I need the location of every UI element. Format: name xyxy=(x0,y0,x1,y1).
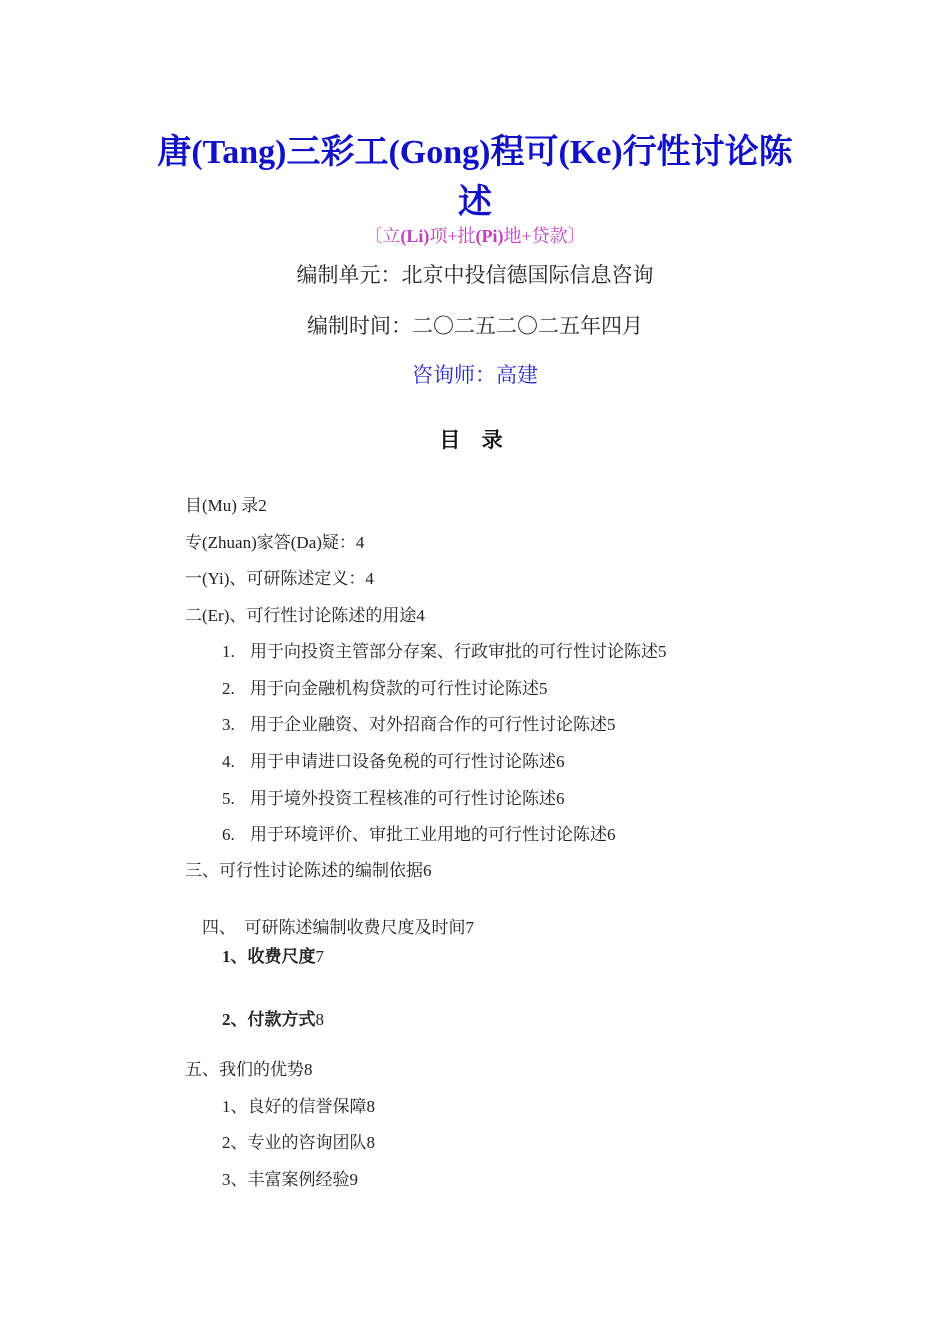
toc-entry-page: 5 xyxy=(607,715,616,734)
toc-entry[interactable] xyxy=(222,674,548,699)
compiling-time: 编制时间：二〇二五二〇二五年四月 xyxy=(307,314,643,338)
toc-entry[interactable] xyxy=(222,1005,324,1030)
toc-entry-page: 4 xyxy=(416,606,425,625)
toc-entry[interactable] xyxy=(222,1165,358,1190)
toc-entry[interactable] xyxy=(222,710,616,735)
toc-entry-page: 2 xyxy=(258,496,267,515)
toc-entry-page: 8 xyxy=(366,1097,375,1116)
toc-entry-number: 3. xyxy=(222,715,235,734)
toc-entry-number: 1. xyxy=(222,642,235,661)
toc-entry-text: 五、我们的优势 xyxy=(185,1060,304,1079)
toc-entry-text: 三、可行性讨论陈述的编制依据 xyxy=(185,861,423,880)
title-line-1: 唐(Tang)三彩工(Gong)程可(Ke)行性讨论陈 xyxy=(157,134,793,171)
toc-entry-text: 1、收费尺度 xyxy=(222,947,316,966)
subtitle-open: 〔立 xyxy=(364,226,401,246)
toc-entry-page: 8 xyxy=(304,1060,313,1079)
toc-entry-page: 4 xyxy=(355,533,365,552)
toc-entry-text: 目(Mu) 录 xyxy=(185,496,259,515)
toc-entry-text: 用于环境评价、审批工业用地的可行性讨论陈述 xyxy=(250,825,607,844)
toc-entry-text: 用于向投资主管部分存案、行政审批的可行性讨论陈述 xyxy=(250,642,658,661)
document-subtitle xyxy=(0,222,950,248)
toc-entry-page: 4 xyxy=(365,569,374,588)
toc-entry-page: 7 xyxy=(465,918,474,937)
toc-entry-page: 6 xyxy=(556,752,565,771)
toc-entry[interactable] xyxy=(222,820,616,845)
toc-entry-text: 1、良好的信誉保障 xyxy=(222,1097,367,1116)
toc-entry[interactable] xyxy=(185,564,374,589)
toc-entry-text: 用于向金融机构贷款的可行性讨论陈述 xyxy=(250,679,539,698)
toc-entry-number: 2. xyxy=(222,679,235,698)
toc-entry-page: 5 xyxy=(658,642,667,661)
toc-heading: 目 录 xyxy=(439,428,511,452)
toc-entry[interactable] xyxy=(185,528,364,553)
toc-entry-number: 4. xyxy=(222,752,235,771)
subtitle-pi: (Pi) xyxy=(475,226,504,246)
toc-entry-text: 专(Zhuan)家答(Da)疑： xyxy=(185,533,356,552)
toc-entry[interactable] xyxy=(185,601,425,626)
toc-entry[interactable] xyxy=(222,747,565,772)
toc-entry-page: 6 xyxy=(556,789,565,808)
toc-entry-text: 二(Er)、可行性讨论陈述的用途 xyxy=(185,606,417,625)
toc-entry-page: 8 xyxy=(315,1010,324,1029)
subtitle-li: (Li) xyxy=(400,226,430,246)
subtitle-close: 地+贷款〕 xyxy=(503,226,586,246)
toc-entry[interactable] xyxy=(185,491,267,516)
toc-entry[interactable] xyxy=(222,637,667,662)
toc-entry[interactable] xyxy=(222,784,565,809)
toc-entry[interactable] xyxy=(185,1055,313,1080)
toc-entry-number: 6. xyxy=(222,825,235,844)
toc-entry-text: 一(Yi)、可研陈述定义： xyxy=(185,569,366,588)
toc-entry-text: 3、丰富案例经验 xyxy=(222,1170,350,1189)
toc-entry-page: 8 xyxy=(366,1133,375,1152)
toc-entry-text: 用于申请进口设备免税的可行性讨论陈述 xyxy=(250,752,556,771)
toc-entry-text: 四、 可研陈述编制收费尺度及时间 xyxy=(202,918,466,937)
toc-entry-number: 5. xyxy=(222,789,235,808)
toc-entry[interactable] xyxy=(222,1128,375,1153)
toc-entry-page: 5 xyxy=(539,679,548,698)
toc-entry[interactable] xyxy=(185,856,432,881)
compiling-unit: 编制单元：北京中投信德国际信息咨询 xyxy=(296,263,654,287)
toc-entry[interactable] xyxy=(222,942,324,967)
toc-entry-page: 6 xyxy=(423,861,432,880)
toc-entry[interactable] xyxy=(222,1092,375,1117)
toc-entry-page: 7 xyxy=(315,947,324,966)
toc-entry-page: 6 xyxy=(607,825,616,844)
consultant-name: 咨询师：高建 xyxy=(412,363,538,387)
document-title xyxy=(120,128,830,228)
toc-entry-text: 用于境外投资工程核准的可行性讨论陈述 xyxy=(250,789,556,808)
subtitle-mid: 项+批 xyxy=(429,226,476,246)
toc-entry-text: 用于企业融资、对外招商合作的可行性讨论陈述 xyxy=(250,715,607,734)
toc-entry-text: 2、付款方式 xyxy=(222,1010,316,1029)
toc-entry-text: 2、专业的咨询团队 xyxy=(222,1133,367,1152)
toc-entry-page: 9 xyxy=(349,1170,358,1189)
title-line-2: 述 xyxy=(458,184,492,221)
